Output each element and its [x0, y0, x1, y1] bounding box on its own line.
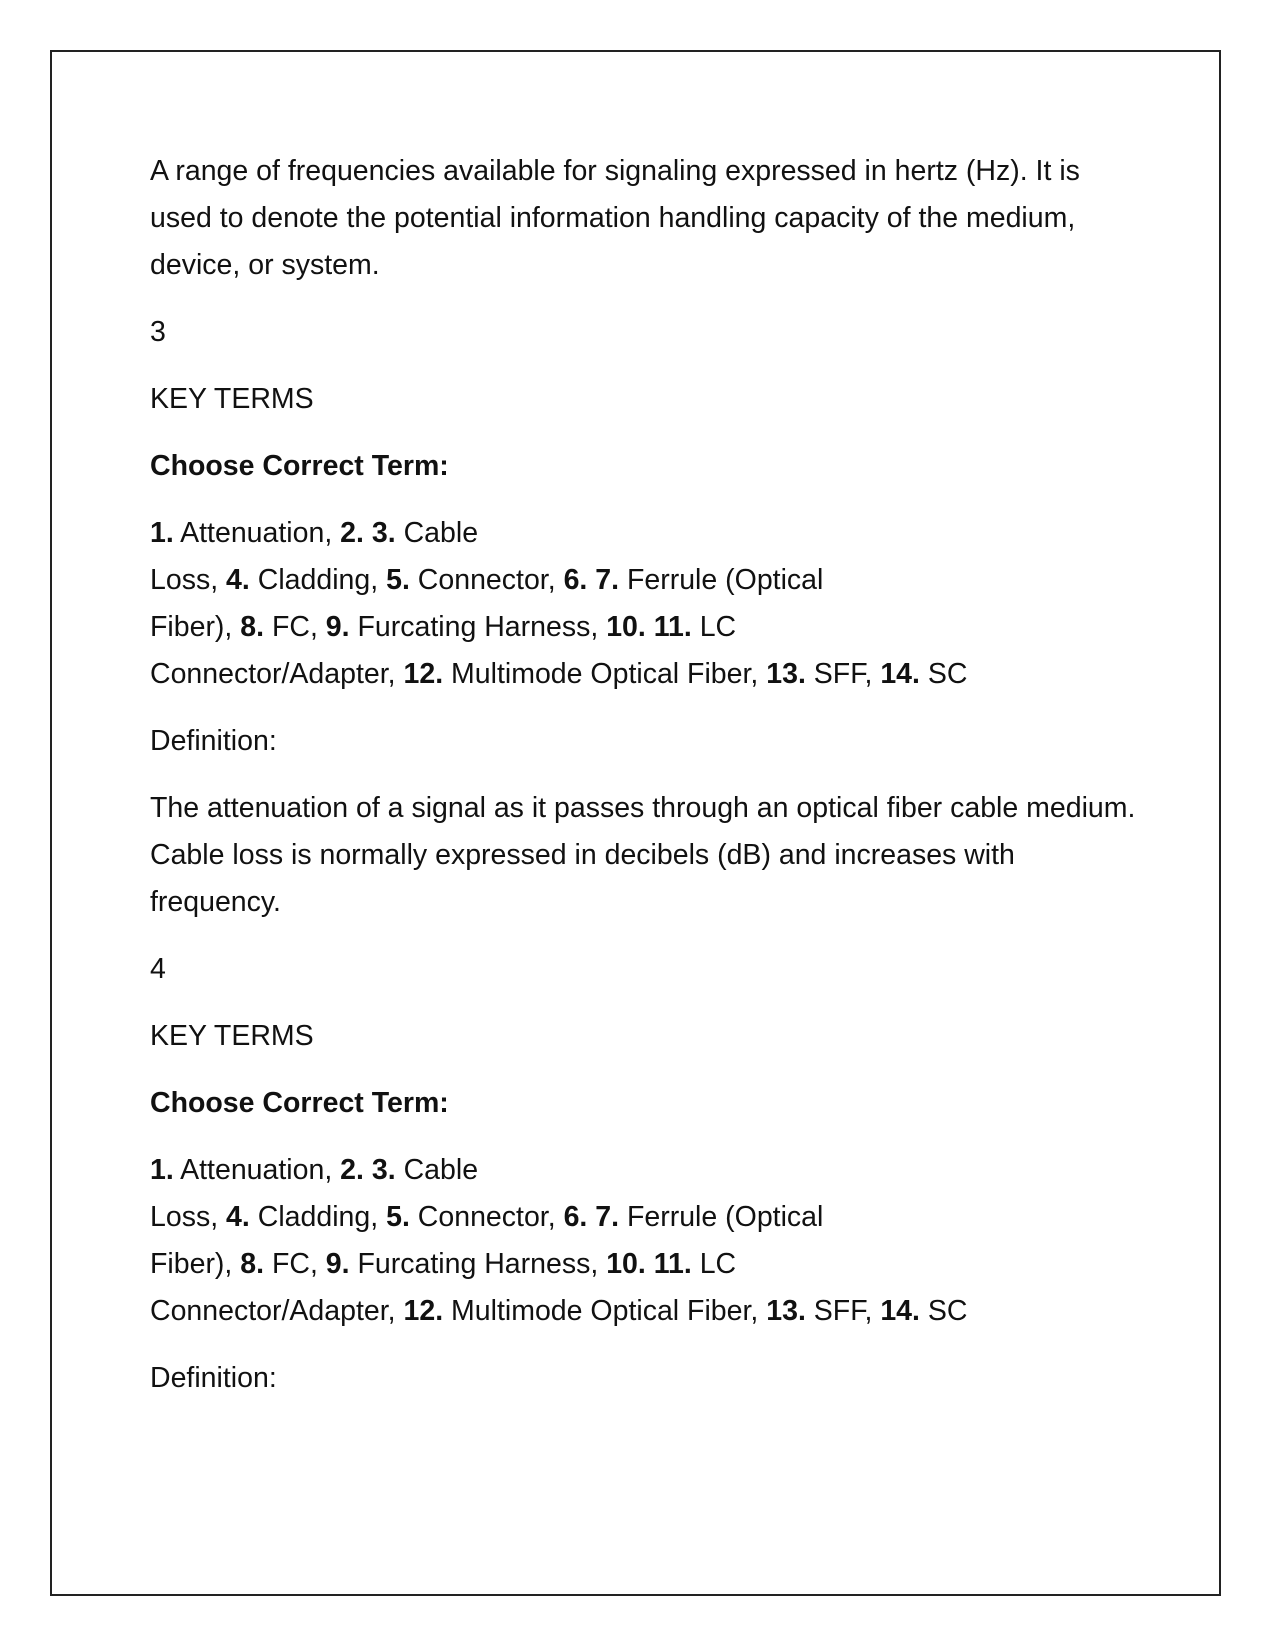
- definition-text: The attenuation of a signal as it passes through an optical fiber cable medium. Cable loss is normally expressed in decibels (dB) and increases with frequency.: [150, 792, 1136, 918]
- term-text: SFF,: [805, 658, 873, 690]
- term-text: Multimode Optical Fiber,: [443, 1295, 759, 1327]
- term-number: 3.: [371, 517, 396, 549]
- definition-text: A range of frequencies available for signaling expressed in hertz (Hz). It is used to denote the potential information handling capacity of the medium, device, or system.: [150, 155, 1080, 281]
- term-number: 13.: [766, 658, 806, 690]
- prompt-label: Choose Correct Term:: [150, 450, 449, 482]
- term-number: 10.: [606, 611, 646, 643]
- term-text: Connector,: [409, 564, 556, 596]
- term-number: 13.: [766, 1295, 806, 1327]
- term-number: 10.: [606, 1248, 646, 1280]
- question-number: 3: [150, 316, 166, 348]
- term-text: SC: [919, 1295, 968, 1327]
- term-number: 3.: [371, 1154, 396, 1186]
- term-number: 11.: [653, 1248, 692, 1280]
- term-text: FC,: [264, 611, 318, 643]
- term-number: 2.: [340, 1154, 364, 1186]
- term-number: 14.: [880, 658, 920, 690]
- document-content: [150, 148, 1140, 1422]
- term-number: 2.: [340, 517, 364, 549]
- term-text: Cladding,: [249, 1201, 379, 1233]
- term-number: 12.: [403, 1295, 444, 1327]
- section-heading: KEY TERMS: [150, 383, 314, 415]
- term-number: 5.: [386, 1201, 410, 1233]
- term-text: Furcating Harness,: [349, 1248, 599, 1280]
- term-number: 8.: [240, 611, 265, 643]
- term-number: 12.: [403, 658, 444, 690]
- term-number: 8.: [240, 1248, 265, 1280]
- term-number: 14.: [880, 1295, 920, 1327]
- term-text: Multimode Optical Fiber,: [443, 658, 759, 690]
- term-text: Connector,: [409, 1201, 556, 1233]
- definition-label: Definition:: [150, 725, 277, 757]
- term-number: 6.: [563, 564, 588, 596]
- prompt-label: Choose Correct Term:: [150, 1087, 449, 1119]
- term-list: 1. Attenuation, 2. 3. Cable Loss, 4. Cladding, 5. Connector, 6. 7. Ferrule (Optical Fiber), 8. FC, 9. Furcating Harness, 10. 11. LC Connector/Adapter, 12. Multimode Optical Fiber, 13. SFF, 14. SC: [150, 1154, 968, 1327]
- definition-label: Definition:: [150, 1362, 277, 1394]
- term-number: 7.: [595, 564, 620, 596]
- term-text: Attenuation,: [173, 1154, 333, 1186]
- term-text: FC,: [264, 1248, 318, 1280]
- term-number: 4.: [226, 564, 250, 596]
- term-number: 7.: [595, 1201, 620, 1233]
- term-number: 5.: [386, 564, 410, 596]
- term-number: 11.: [653, 611, 692, 643]
- term-number: 1.: [150, 517, 174, 549]
- term-text: Attenuation,: [173, 517, 333, 549]
- term-list: 1. Attenuation, 2. 3. Cable Loss, 4. Cladding, 5. Connector, 6. 7. Ferrule (Optical Fiber), 8. FC, 9. Furcating Harness, 10. 11. LC Connector/Adapter, 12. Multimode Optical Fiber, 13. SFF, 14. SC: [150, 517, 968, 690]
- term-text: SFF,: [805, 1295, 873, 1327]
- question-number: 4: [150, 953, 166, 985]
- term-number: 1.: [150, 1154, 174, 1186]
- term-number: 9.: [325, 1248, 350, 1280]
- term-number: 4.: [226, 1201, 250, 1233]
- section-heading: KEY TERMS: [150, 1020, 314, 1052]
- term-text: Cladding,: [249, 564, 379, 596]
- term-text: SC: [919, 658, 968, 690]
- term-number: 6.: [563, 1201, 588, 1233]
- term-number: 9.: [325, 611, 350, 643]
- term-text: Furcating Harness,: [349, 611, 599, 643]
